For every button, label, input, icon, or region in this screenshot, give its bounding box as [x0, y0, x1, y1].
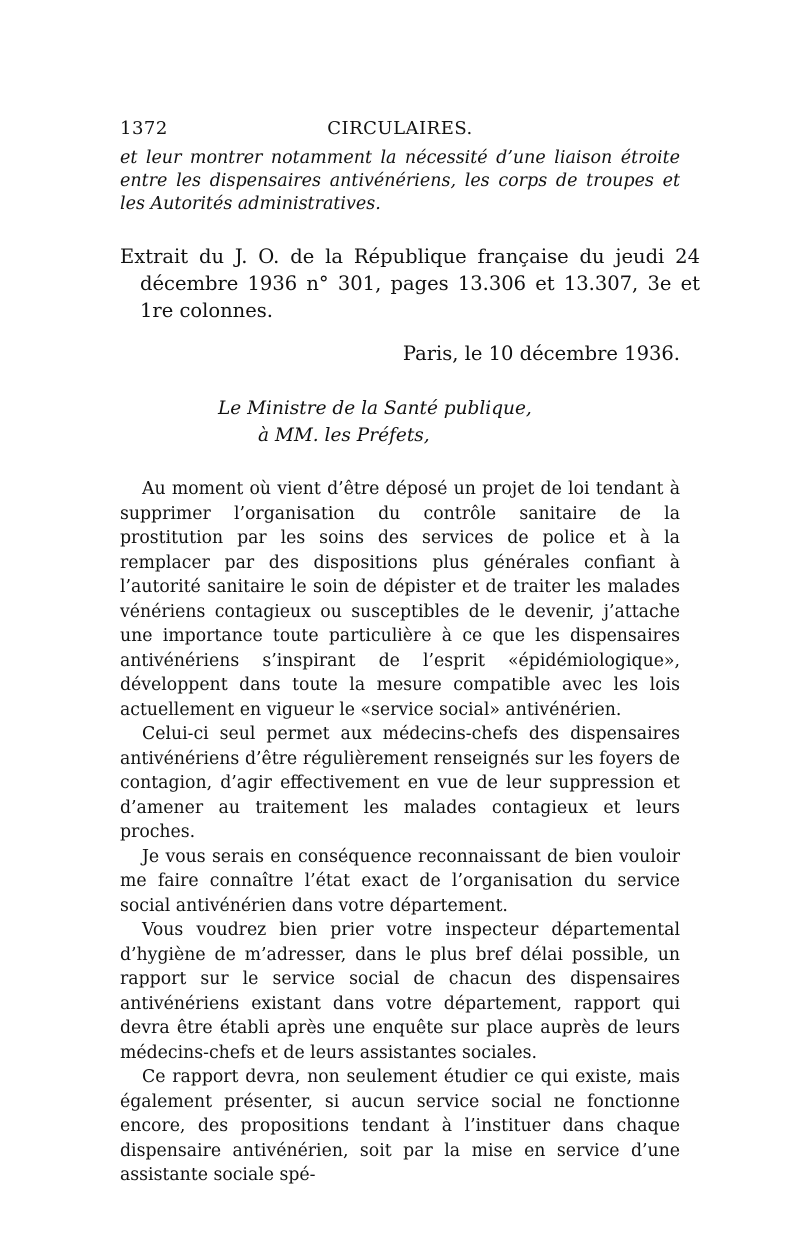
running-header	[120, 118, 680, 142]
intro-italic-paragraph: et leur montrer notamment la nécessité d’une liaison étroite entre les dispensaires antivénériens, les corps de troupes et les Autorités administratives.	[120, 148, 680, 214]
body-paragraph: Vous voudrez bien prier votre inspecteur départemental d’hygiène de m’adresser, dans le plus bref délai possible, un rapport sur le service social de chacun des dispensaires antivénériens existant dans votre département, rapport qui devra être établi après une enquête sur place auprès de leurs médecins-chefs et de leurs assistantes sociales.	[120, 920, 680, 1063]
source-citation: Extrait du J. O. de la République française du jeudi 24 décembre 1936 n° 301, pages 13.306 et 13.307, 3e et 1re colonnes.	[120, 245, 700, 322]
page-number: 1372	[120, 118, 168, 139]
address-recipient: à MM. les Préfets,	[258, 425, 430, 446]
body-paragraph: Au moment où vient d’être déposé un projet de loi tendant à supprimer l’organisation du contrôle sanitaire de la prostitution par les soins des services de police et à la remplacer par des dispositions plus générales confiant à l’autorité sanitaire le soin de dépister et de traiter les malades vénériens contagieux ou susceptibles de le devenir, j’attache une importance toute particulière à ce que les dispensaires antivénériens s’inspirant de l’esprit «épidémiologique», développent dans toute la mesure compatible avec les lois actuellement en vigueur le «service social» antivénérien.	[120, 479, 680, 720]
running-title: CIRCULAIRES.	[327, 118, 473, 139]
address-block	[218, 395, 532, 449]
address-sender: Le Ministre de la Santé publique,	[218, 398, 532, 419]
body-paragraph: Celui-ci seul permet aux médecins-chefs des dispensaires antivénériens d’être régulièrement renseignés sur les foyers de contagion, d’agir effectivement en vue de leur suppression et d’amener au traitement les malades contagieux et leurs proches.	[120, 724, 680, 842]
body-paragraph: Je vous serais en conséquence reconnaissant de bien vouloir me faire connaître l’état exact de l’organisation du service social antivénérien dans votre département.	[120, 846, 680, 916]
date-line: Paris, le 10 décembre 1936.	[402, 342, 680, 365]
letter-body	[120, 477, 680, 1188]
body-paragraph: Ce rapport devra, non seulement étudier ce qui existe, mais également présenter, si aucun service social ne fonctionne encore, des propositions tendant à l’instituer dans chaque dispensaire antivénérien, soit par la mise en service d’une assistante sociale spé-	[120, 1067, 680, 1185]
